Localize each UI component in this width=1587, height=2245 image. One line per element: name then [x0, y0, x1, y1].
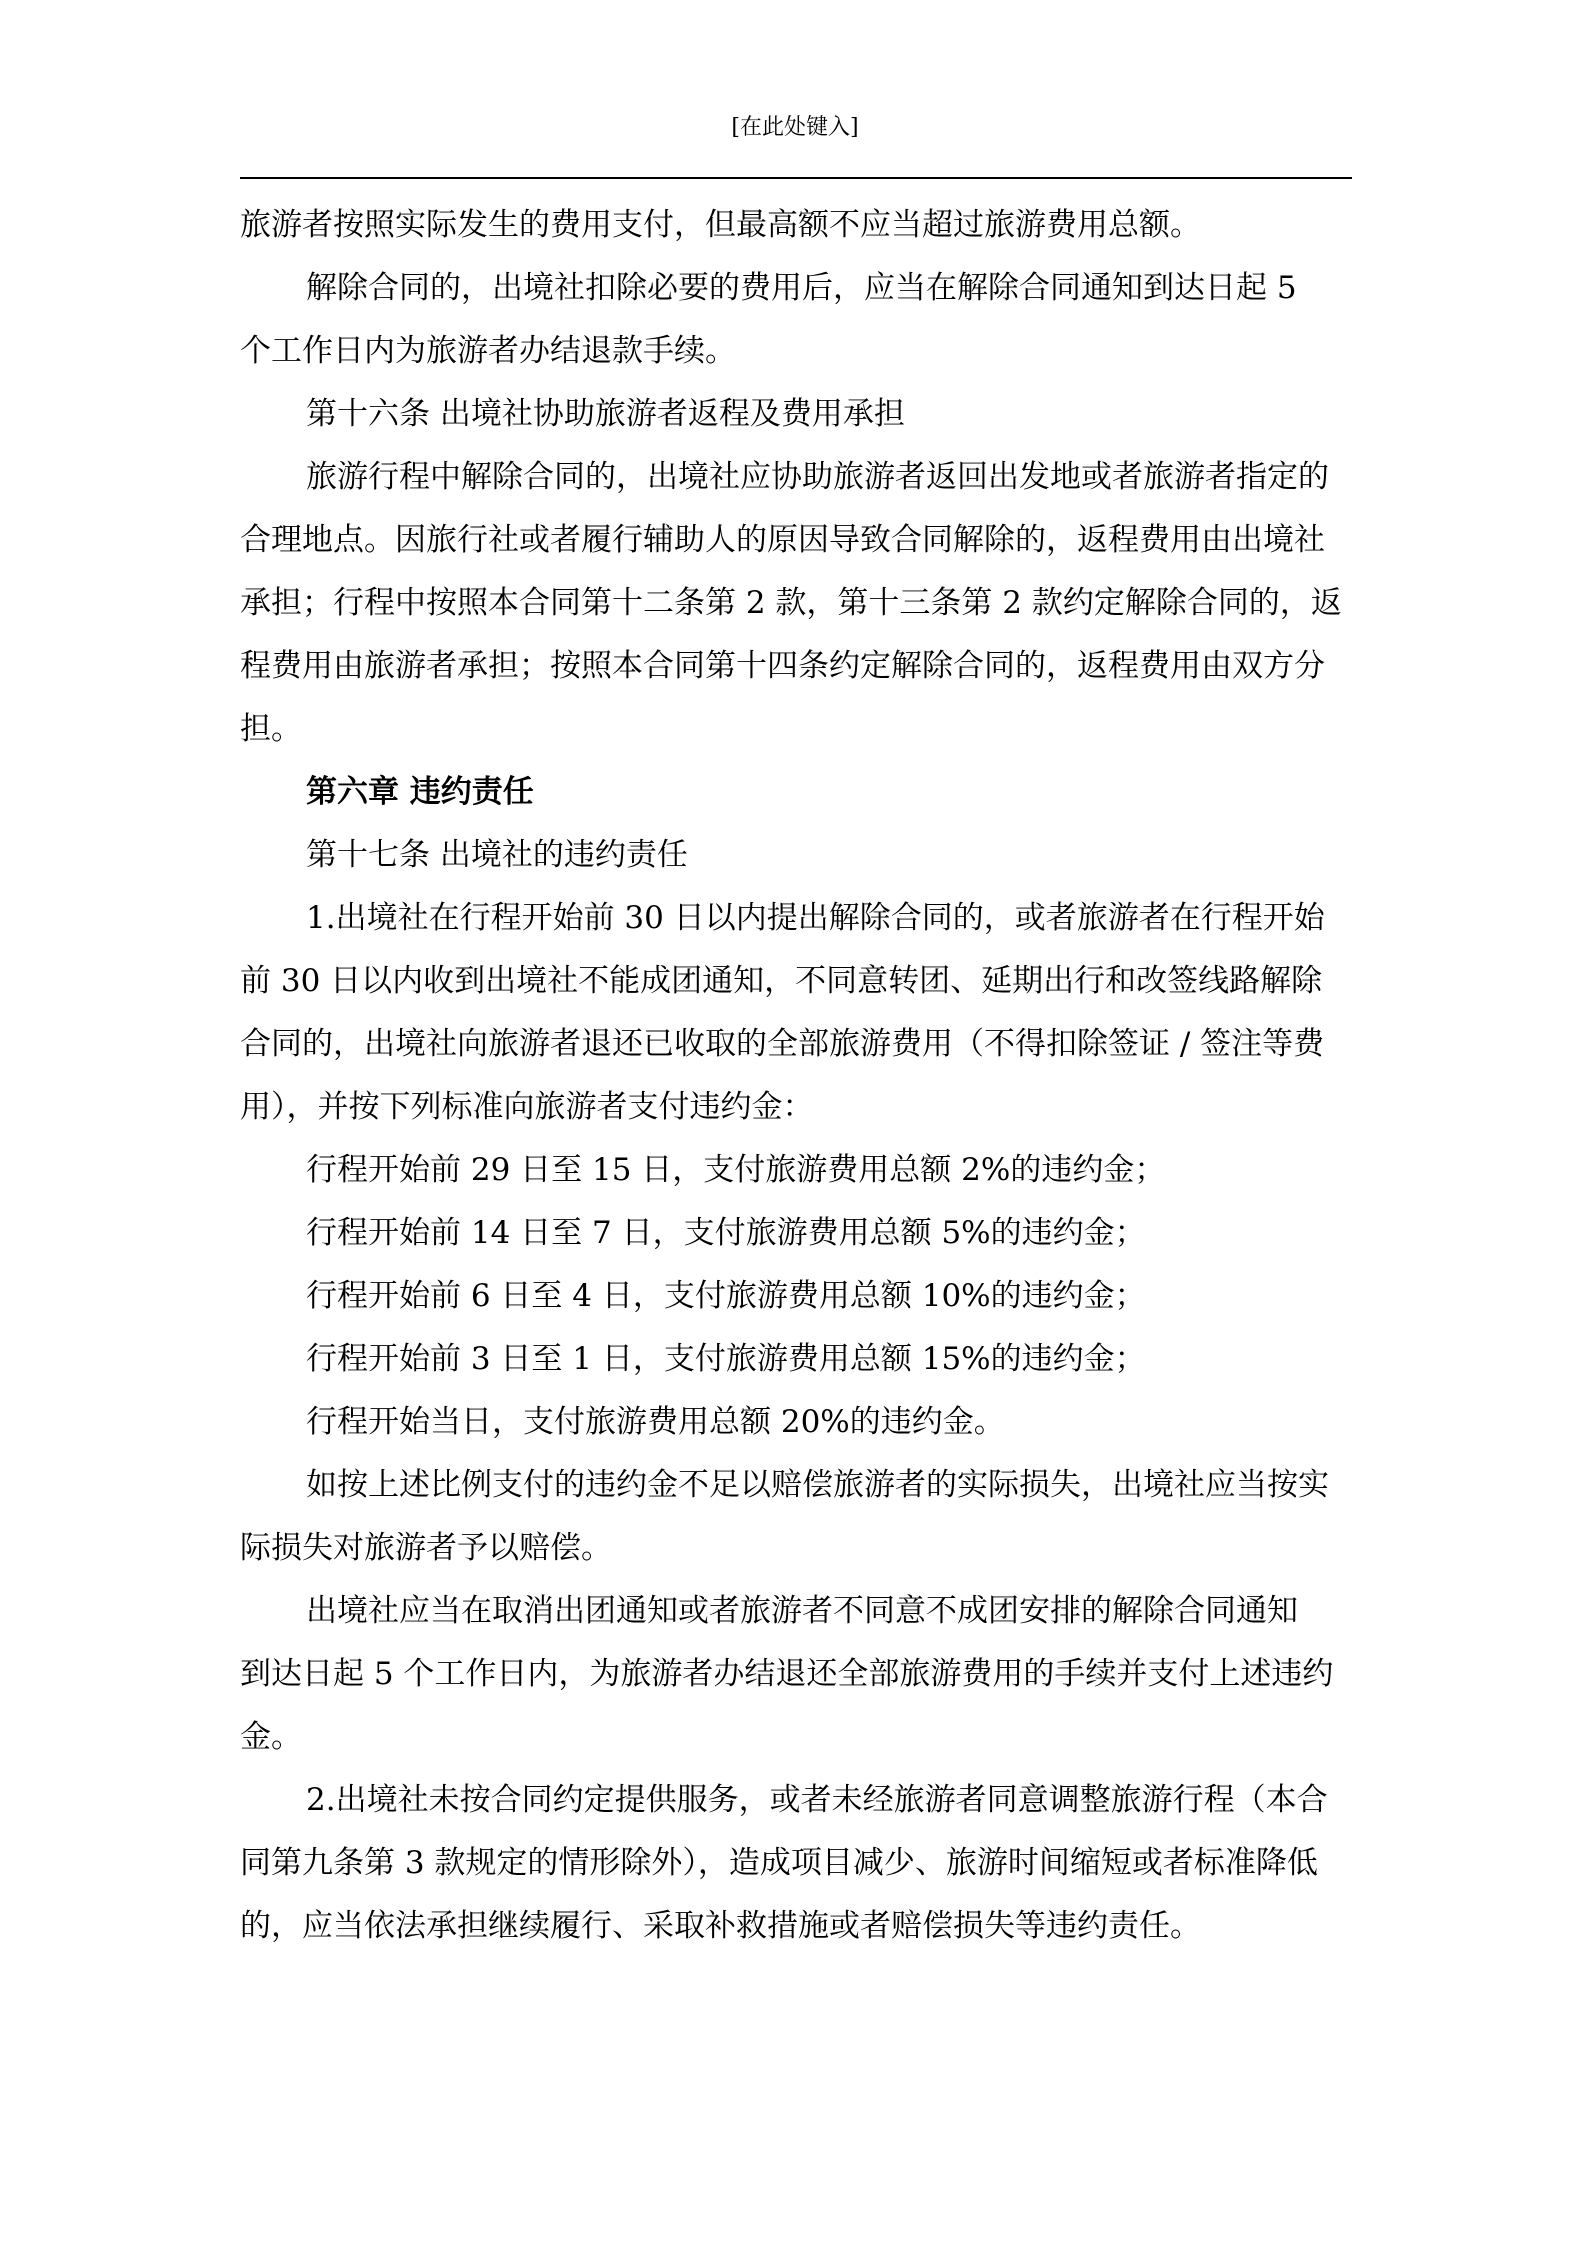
penalty-item: 行程开始当日，支付旅游费用总额 20%的违约金。 [306, 1404, 1005, 1440]
body-line: 承担；行程中按照本合同第十二条第 2 款，第十三条第 2 款约定解除合同的，返 [240, 585, 1342, 621]
page-header: [在此处键入] [731, 115, 859, 140]
body-line: 前 30 日以内收到出境社不能成团通知，不同意转团、延期出行和改签线路解除 [240, 963, 1323, 999]
body-line: 际损失对旅游者予以赔偿。 [240, 1530, 612, 1566]
penalty-item: 行程开始前 6 日至 4 日，支付旅游费用总额 10%的违约金； [306, 1278, 1146, 1314]
body-line: 解除合同的，出境社扣除必要的费用后，应当在解除合同通知到达日起 5 [306, 270, 1297, 306]
penalty-item: 行程开始前 14 日至 7 日，支付旅游费用总额 5%的违约金； [306, 1215, 1146, 1251]
body-line: 合理地点。因旅行社或者履行辅助人的原因导致合同解除的，返程费用由出境社 [240, 522, 1325, 558]
body-line: 个工作日内为旅游者办结退款手续。 [240, 333, 736, 369]
body-line: 旅游者按照实际发生的费用支付，但最高额不应当超过旅游费用总额。 [240, 207, 1201, 243]
body-line: 担。 [240, 711, 302, 747]
body-line: 的，应当依法承担继续履行、采取补救措施或者赔偿损失等违约责任。 [240, 1908, 1201, 1944]
body-line: 1.出境社在行程开始前 30 日以内提出解除合同的，或者旅游者在行程开始 [306, 900, 1325, 936]
body-line: 同第九条第 3 款规定的情形除外），造成项目减少、旅游时间缩短或者标准降低 [240, 1845, 1318, 1881]
body-line: 到达日起 5 个工作日内，为旅游者办结退还全部旅游费用的手续并支付上述违约 [240, 1656, 1334, 1692]
body-line: 旅游行程中解除合同的，出境社应协助旅游者返回出发地或者旅游者指定的 [306, 459, 1329, 495]
body-line: 金。 [240, 1719, 302, 1755]
body-line: 程费用由旅游者承担；按照本合同第十四条约定解除合同的，返程费用由双方分 [240, 648, 1325, 684]
body-line: 用），并按下列标准向旅游者支付违约金： [240, 1089, 814, 1125]
penalty-item: 行程开始前 29 日至 15 日，支付旅游费用总额 2%的违约金； [306, 1152, 1166, 1188]
article-heading: 第十六条 出境社协助旅游者返程及费用承担 [306, 396, 905, 432]
header-divider [240, 177, 1352, 179]
body-line: 合同的，出境社向旅游者退还已收取的全部旅游费用（不得扣除签证 / 签注等费 [240, 1026, 1325, 1062]
chapter-heading: 第六章 违约责任 [306, 774, 534, 810]
body-line: 2.出境社未按合同约定提供服务，或者未经旅游者同意调整旅游行程（本合 [306, 1782, 1328, 1818]
body-line: 出境社应当在取消出团通知或者旅游者不同意不成团安排的解除合同通知 [306, 1593, 1298, 1629]
document-body [240, 194, 1352, 1958]
body-line: 如按上述比例支付的违约金不足以赔偿旅游者的实际损失，出境社应当按实 [306, 1467, 1329, 1503]
article-heading: 第十七条 出境社的违约责任 [306, 837, 688, 873]
penalty-item: 行程开始前 3 日至 1 日，支付旅游费用总额 15%的违约金； [306, 1341, 1146, 1377]
